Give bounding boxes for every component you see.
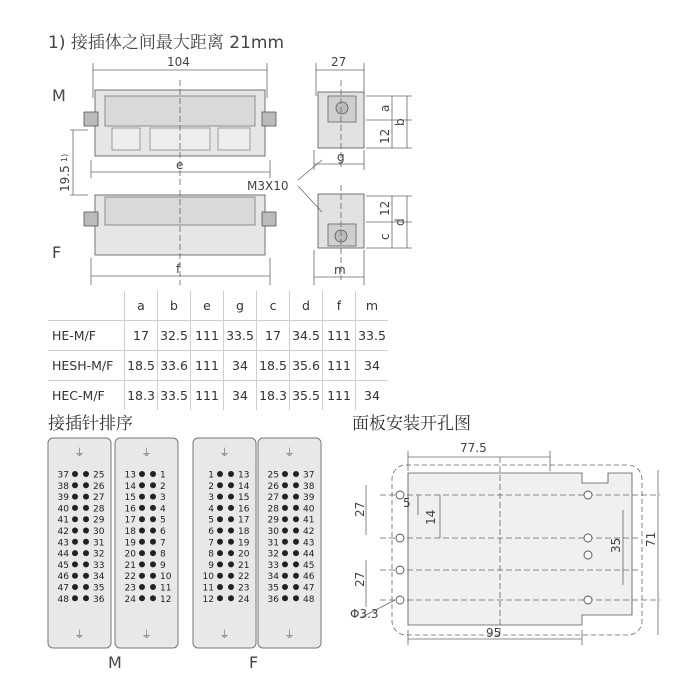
pin-contact (228, 539, 234, 545)
table-cell: 111 (323, 351, 356, 381)
pin-contact (150, 595, 156, 601)
pin-number: 9 (160, 560, 166, 571)
pin-contact (217, 573, 223, 579)
pin-contact (83, 516, 89, 522)
pin-number: 16 (124, 504, 136, 515)
mount-hole (396, 566, 404, 574)
pin-number: 23 (124, 583, 136, 594)
pin-number: 11 (202, 583, 214, 594)
pin-number: 25 (93, 470, 105, 481)
pin-number: 23 (238, 583, 250, 594)
table-header: m (356, 291, 389, 321)
table-header: e (191, 291, 224, 321)
pin-number: 29 (93, 515, 105, 526)
table-header: g (224, 291, 257, 321)
pin-contact (282, 561, 288, 567)
pin-number: 38 (303, 481, 315, 492)
pin-contact (293, 471, 299, 477)
pin-contact (217, 505, 223, 511)
pin-contact (139, 482, 145, 488)
pin-contact (282, 584, 288, 590)
pin-contact (282, 595, 288, 601)
pin-number: 10 (202, 572, 214, 583)
table-cell: 111 (191, 381, 224, 411)
pin-number: 27 (267, 493, 279, 504)
pin-contact (293, 561, 299, 567)
pin-panel (48, 438, 111, 648)
pin-number: 4 (160, 504, 166, 515)
mount-hole (584, 534, 592, 542)
pin-contact (293, 573, 299, 579)
pin-contact (293, 505, 299, 511)
pin-number: 28 (93, 504, 105, 515)
pin-contact (72, 505, 78, 511)
pin-contact (150, 482, 156, 488)
pin-contact (139, 516, 145, 522)
pin-contact (139, 528, 145, 534)
pin-panel (115, 438, 178, 648)
pin-number: 24 (238, 594, 250, 605)
dim-104: 104 (167, 55, 190, 69)
pin-contact (83, 528, 89, 534)
pin-number: 20 (238, 549, 250, 560)
dim-f: f (176, 262, 181, 276)
pin-contact (282, 516, 288, 522)
dim-e: e (176, 158, 184, 172)
pin-number: 11 (160, 583, 172, 594)
pin-number: 3 (160, 493, 166, 504)
pin-number: 38 (57, 481, 69, 492)
pin-contact (228, 595, 234, 601)
table-cell: 18.5 (125, 351, 158, 381)
pin-number: 34 (93, 572, 105, 583)
table-cell: 111 (191, 351, 224, 381)
pin-contact (228, 528, 234, 534)
pin-contact (139, 505, 145, 511)
pin-number: 12 (160, 594, 172, 605)
pin-number: 44 (303, 549, 315, 560)
pin-number: 13 (238, 470, 250, 481)
pin-contact (83, 505, 89, 511)
pin-number: 27 (93, 493, 105, 504)
pin-number: 48 (57, 594, 69, 605)
pin-number: 40 (303, 504, 315, 515)
dim-m3x10: M3X10 (247, 179, 289, 193)
pin-number: 34 (267, 572, 279, 583)
pin-contact (150, 584, 156, 590)
pin-contact (282, 471, 288, 477)
pin-number: 36 (93, 594, 105, 605)
cutout-dim-77-5: 77.5 (460, 441, 487, 455)
table-cell: 18.5 (257, 351, 290, 381)
table-cell: 111 (191, 321, 224, 351)
pin-number: 9 (208, 560, 214, 571)
table-cell: HEC-M/F (48, 381, 125, 411)
table-cell: 34 (356, 381, 389, 411)
pin-contact (217, 482, 223, 488)
pin-number: 31 (93, 538, 105, 549)
table-row (48, 351, 388, 381)
pin-contact (228, 584, 234, 590)
table-cell: HE-M/F (48, 321, 125, 351)
pin-contact (139, 595, 145, 601)
pin-order-title: 接插针排序 (48, 414, 133, 434)
pin-layout-diagram (0, 430, 340, 652)
pin-contact (139, 550, 145, 556)
pin-contact (217, 550, 223, 556)
pin-contact (150, 505, 156, 511)
table-cell: 18.3 (257, 381, 290, 411)
pin-number: 17 (238, 515, 250, 526)
pin-number: 10 (160, 572, 172, 583)
pin-number: 22 (124, 572, 136, 583)
pin-contact (228, 482, 234, 488)
pin-number: 15 (238, 493, 250, 504)
cutout-title: 面板安装开孔图 (352, 414, 471, 434)
pin-number: 44 (57, 549, 69, 560)
cutout-dim-5: 5 (403, 496, 411, 510)
pin-contact (72, 528, 78, 534)
pin-panel (258, 438, 321, 648)
pin-number: 29 (267, 515, 279, 526)
pin-contact (282, 482, 288, 488)
pin-contact (293, 539, 299, 545)
pin-number: 3 (208, 493, 214, 504)
pin-number: 15 (124, 493, 136, 504)
pin-contact (228, 471, 234, 477)
pin-number: 16 (238, 504, 250, 515)
dim-19-5: 19.5 (58, 165, 72, 192)
pin-number: 2 (208, 481, 214, 492)
table-cell: 33.5 (224, 321, 257, 351)
pin-number: 5 (208, 515, 214, 526)
pin-contact (282, 528, 288, 534)
pin-contact (293, 595, 299, 601)
pin-contact (217, 471, 223, 477)
table-row (48, 321, 388, 351)
pin-contact (83, 573, 89, 579)
pin-number: 12 (202, 594, 214, 605)
pin-number: 46 (303, 572, 315, 583)
pin-number: 17 (124, 515, 136, 526)
pin-number: 37 (57, 470, 69, 481)
pin-contact (217, 539, 223, 545)
pin-number: 30 (93, 527, 105, 537)
pin-contact (139, 584, 145, 590)
ground-icon: ⏚ (141, 448, 152, 459)
pin-contact (150, 471, 156, 477)
pin-number: 8 (160, 549, 166, 560)
pin-contact (228, 494, 234, 500)
section-title: 1) 接插体之间最大距离 21mm (48, 33, 285, 53)
pin-number: 32 (267, 549, 279, 560)
dim-m: m (334, 263, 346, 277)
dim-b: b (393, 118, 407, 126)
pin-number: 31 (267, 538, 279, 549)
pin-number: 14 (238, 481, 250, 492)
pin-number: 45 (57, 560, 69, 571)
dim-27: 27 (331, 55, 347, 69)
pin-number: 30 (267, 527, 279, 537)
ground-icon: ⏚ (284, 448, 295, 459)
pin-number: 35 (93, 583, 105, 594)
pin-number: 8 (208, 549, 214, 560)
pin-contact (150, 528, 156, 534)
pin-contact (217, 584, 223, 590)
pin-contact (293, 482, 299, 488)
pin-contact (139, 494, 145, 500)
dim-12-top: 12 (378, 128, 392, 144)
pin-contact (72, 561, 78, 567)
pin-contact (150, 516, 156, 522)
table-cell: 34.5 (290, 321, 323, 351)
pin-contact (217, 561, 223, 567)
table-cell: 32.5 (158, 321, 191, 351)
table-cell: 17 (125, 321, 158, 351)
pin-panel (193, 438, 256, 648)
pin-contact (83, 550, 89, 556)
mount-hole (584, 551, 592, 559)
table-header: a (125, 291, 158, 321)
table-cell: 35.6 (290, 351, 323, 381)
pin-contact (83, 584, 89, 590)
pin-contact (150, 550, 156, 556)
pin-number: 28 (267, 504, 279, 515)
pin-contact (72, 584, 78, 590)
pin-contact (83, 539, 89, 545)
pin-contact (72, 516, 78, 522)
table-cell: 34 (224, 351, 257, 381)
table-cell: 111 (323, 321, 356, 351)
bottom-female-label: F (249, 653, 259, 672)
dim-19-5-note: 1) (60, 153, 69, 162)
dim-c: c (378, 233, 392, 240)
pin-number: 36 (267, 594, 279, 605)
pin-contact (282, 494, 288, 500)
panel-cutout-diagram (340, 435, 680, 645)
mount-hole (396, 534, 404, 542)
pin-number: 25 (267, 470, 279, 481)
pin-number: 22 (238, 572, 250, 583)
pin-number: 1 (160, 470, 166, 481)
pin-contact (150, 561, 156, 567)
pin-contact (139, 573, 145, 579)
cutout-dim-27a: 27 (353, 501, 367, 517)
pin-number: 39 (57, 493, 69, 504)
table-header-row (48, 291, 388, 321)
pin-contact (282, 550, 288, 556)
pin-number: 45 (303, 560, 315, 571)
pin-contact (150, 573, 156, 579)
pin-number: 6 (208, 527, 214, 537)
pin-contact (83, 471, 89, 477)
pin-number: 35 (267, 583, 279, 594)
pin-contact (228, 561, 234, 567)
pin-contact (83, 595, 89, 601)
pin-contact (72, 550, 78, 556)
pin-number: 26 (267, 481, 279, 492)
pin-number: 24 (124, 594, 136, 605)
cutout-dim-71: 71 (644, 531, 658, 547)
pin-contact (83, 482, 89, 488)
mount-hole (396, 596, 404, 604)
pin-number: 37 (303, 470, 315, 481)
table-row (48, 381, 388, 411)
dim-g: g (337, 150, 345, 164)
pin-contact (150, 539, 156, 545)
pin-contact (72, 595, 78, 601)
pin-number: 19 (238, 538, 250, 549)
pin-number: 14 (124, 481, 136, 492)
table-cell: 35.5 (290, 381, 323, 411)
pin-number: 21 (238, 560, 250, 571)
pin-contact (72, 573, 78, 579)
pin-number: 40 (57, 504, 69, 515)
pin-number: 19 (124, 538, 136, 549)
pin-number: 7 (208, 538, 214, 549)
mount-hole (584, 596, 592, 604)
pin-number: 18 (124, 527, 136, 537)
table-header: f (323, 291, 356, 321)
ground-icon: ⏚ (219, 630, 230, 641)
male-label: M (52, 86, 66, 105)
pin-number: 46 (57, 572, 69, 583)
pin-contact (139, 539, 145, 545)
mount-hole (584, 491, 592, 499)
pin-contact (217, 516, 223, 522)
pin-contact (217, 528, 223, 534)
table-header: b (158, 291, 191, 321)
pin-contact (282, 505, 288, 511)
pin-number: 2 (160, 481, 166, 492)
table-header: d (290, 291, 323, 321)
pin-contact (217, 595, 223, 601)
pin-contact (228, 505, 234, 511)
dimension-table (48, 291, 388, 410)
pin-number: 1 (208, 470, 214, 481)
dim-12-bot: 12 (378, 200, 392, 216)
cutout-dim-27b: 27 (353, 571, 367, 587)
pin-contact (139, 471, 145, 477)
pin-contact (293, 584, 299, 590)
pin-contact (293, 550, 299, 556)
pin-contact (72, 482, 78, 488)
table-cell: 17 (257, 321, 290, 351)
ground-icon: ⏚ (74, 630, 85, 641)
pin-number: 41 (57, 515, 69, 526)
ground-icon: ⏚ (284, 630, 295, 641)
table-cell: 18.3 (125, 381, 158, 411)
pin-number: 39 (303, 493, 315, 504)
ground-icon: ⏚ (219, 448, 230, 459)
pin-contact (72, 539, 78, 545)
pin-number: 18 (238, 527, 250, 537)
table-header: c (257, 291, 290, 321)
pin-number: 42 (303, 527, 315, 537)
dim-d: d (393, 218, 407, 226)
bottom-male-label: M (108, 653, 122, 672)
female-label: F (52, 243, 62, 262)
table-cell: 34 (224, 381, 257, 411)
pin-contact (150, 494, 156, 500)
pin-number: 32 (93, 549, 105, 560)
pin-number: 33 (93, 560, 105, 571)
pin-contact (83, 494, 89, 500)
pin-contact (72, 494, 78, 500)
pin-number: 43 (57, 538, 69, 549)
pin-contact (282, 573, 288, 579)
cutout-dim-14: 14 (424, 509, 438, 525)
pin-contact (282, 539, 288, 545)
pin-contact (228, 573, 234, 579)
pin-number: 43 (303, 538, 315, 549)
table-header (48, 291, 125, 321)
table-cell: 33.6 (158, 351, 191, 381)
pin-contact (139, 561, 145, 567)
pin-number: 4 (208, 504, 214, 515)
cutout-dim-95: 95 (486, 626, 502, 640)
pin-number: 33 (267, 560, 279, 571)
pin-number: 7 (160, 538, 166, 549)
pin-number: 20 (124, 549, 136, 560)
pin-number: 48 (303, 594, 315, 605)
table-cell: 33.5 (158, 381, 191, 411)
pin-number: 26 (93, 481, 105, 492)
pin-number: 5 (160, 515, 166, 526)
pin-contact (228, 516, 234, 522)
cutout-opening (408, 473, 632, 625)
pin-contact (293, 528, 299, 534)
housing-drawing (0, 0, 700, 290)
table-cell: HESH-M/F (48, 351, 125, 381)
pin-number: 47 (303, 583, 315, 594)
table-cell: 34 (356, 351, 389, 381)
pin-number: 42 (57, 527, 69, 537)
ground-icon: ⏚ (74, 448, 85, 459)
pin-contact (217, 494, 223, 500)
table-cell: 111 (323, 381, 356, 411)
pin-number: 47 (57, 583, 69, 594)
pin-number: 21 (124, 560, 136, 571)
ground-icon: ⏚ (141, 630, 152, 641)
pin-contact (293, 494, 299, 500)
pin-contact (293, 516, 299, 522)
cutout-dim-hole: Φ3.3 (350, 607, 379, 621)
pin-number: 6 (160, 527, 166, 537)
cutout-dim-35: 35 (609, 537, 623, 553)
pin-number: 13 (124, 470, 136, 481)
pin-number: 41 (303, 515, 315, 526)
pin-contact (228, 550, 234, 556)
pin-contact (72, 471, 78, 477)
table-cell: 33.5 (356, 321, 389, 351)
dim-a: a (378, 104, 392, 112)
pin-contact (83, 561, 89, 567)
